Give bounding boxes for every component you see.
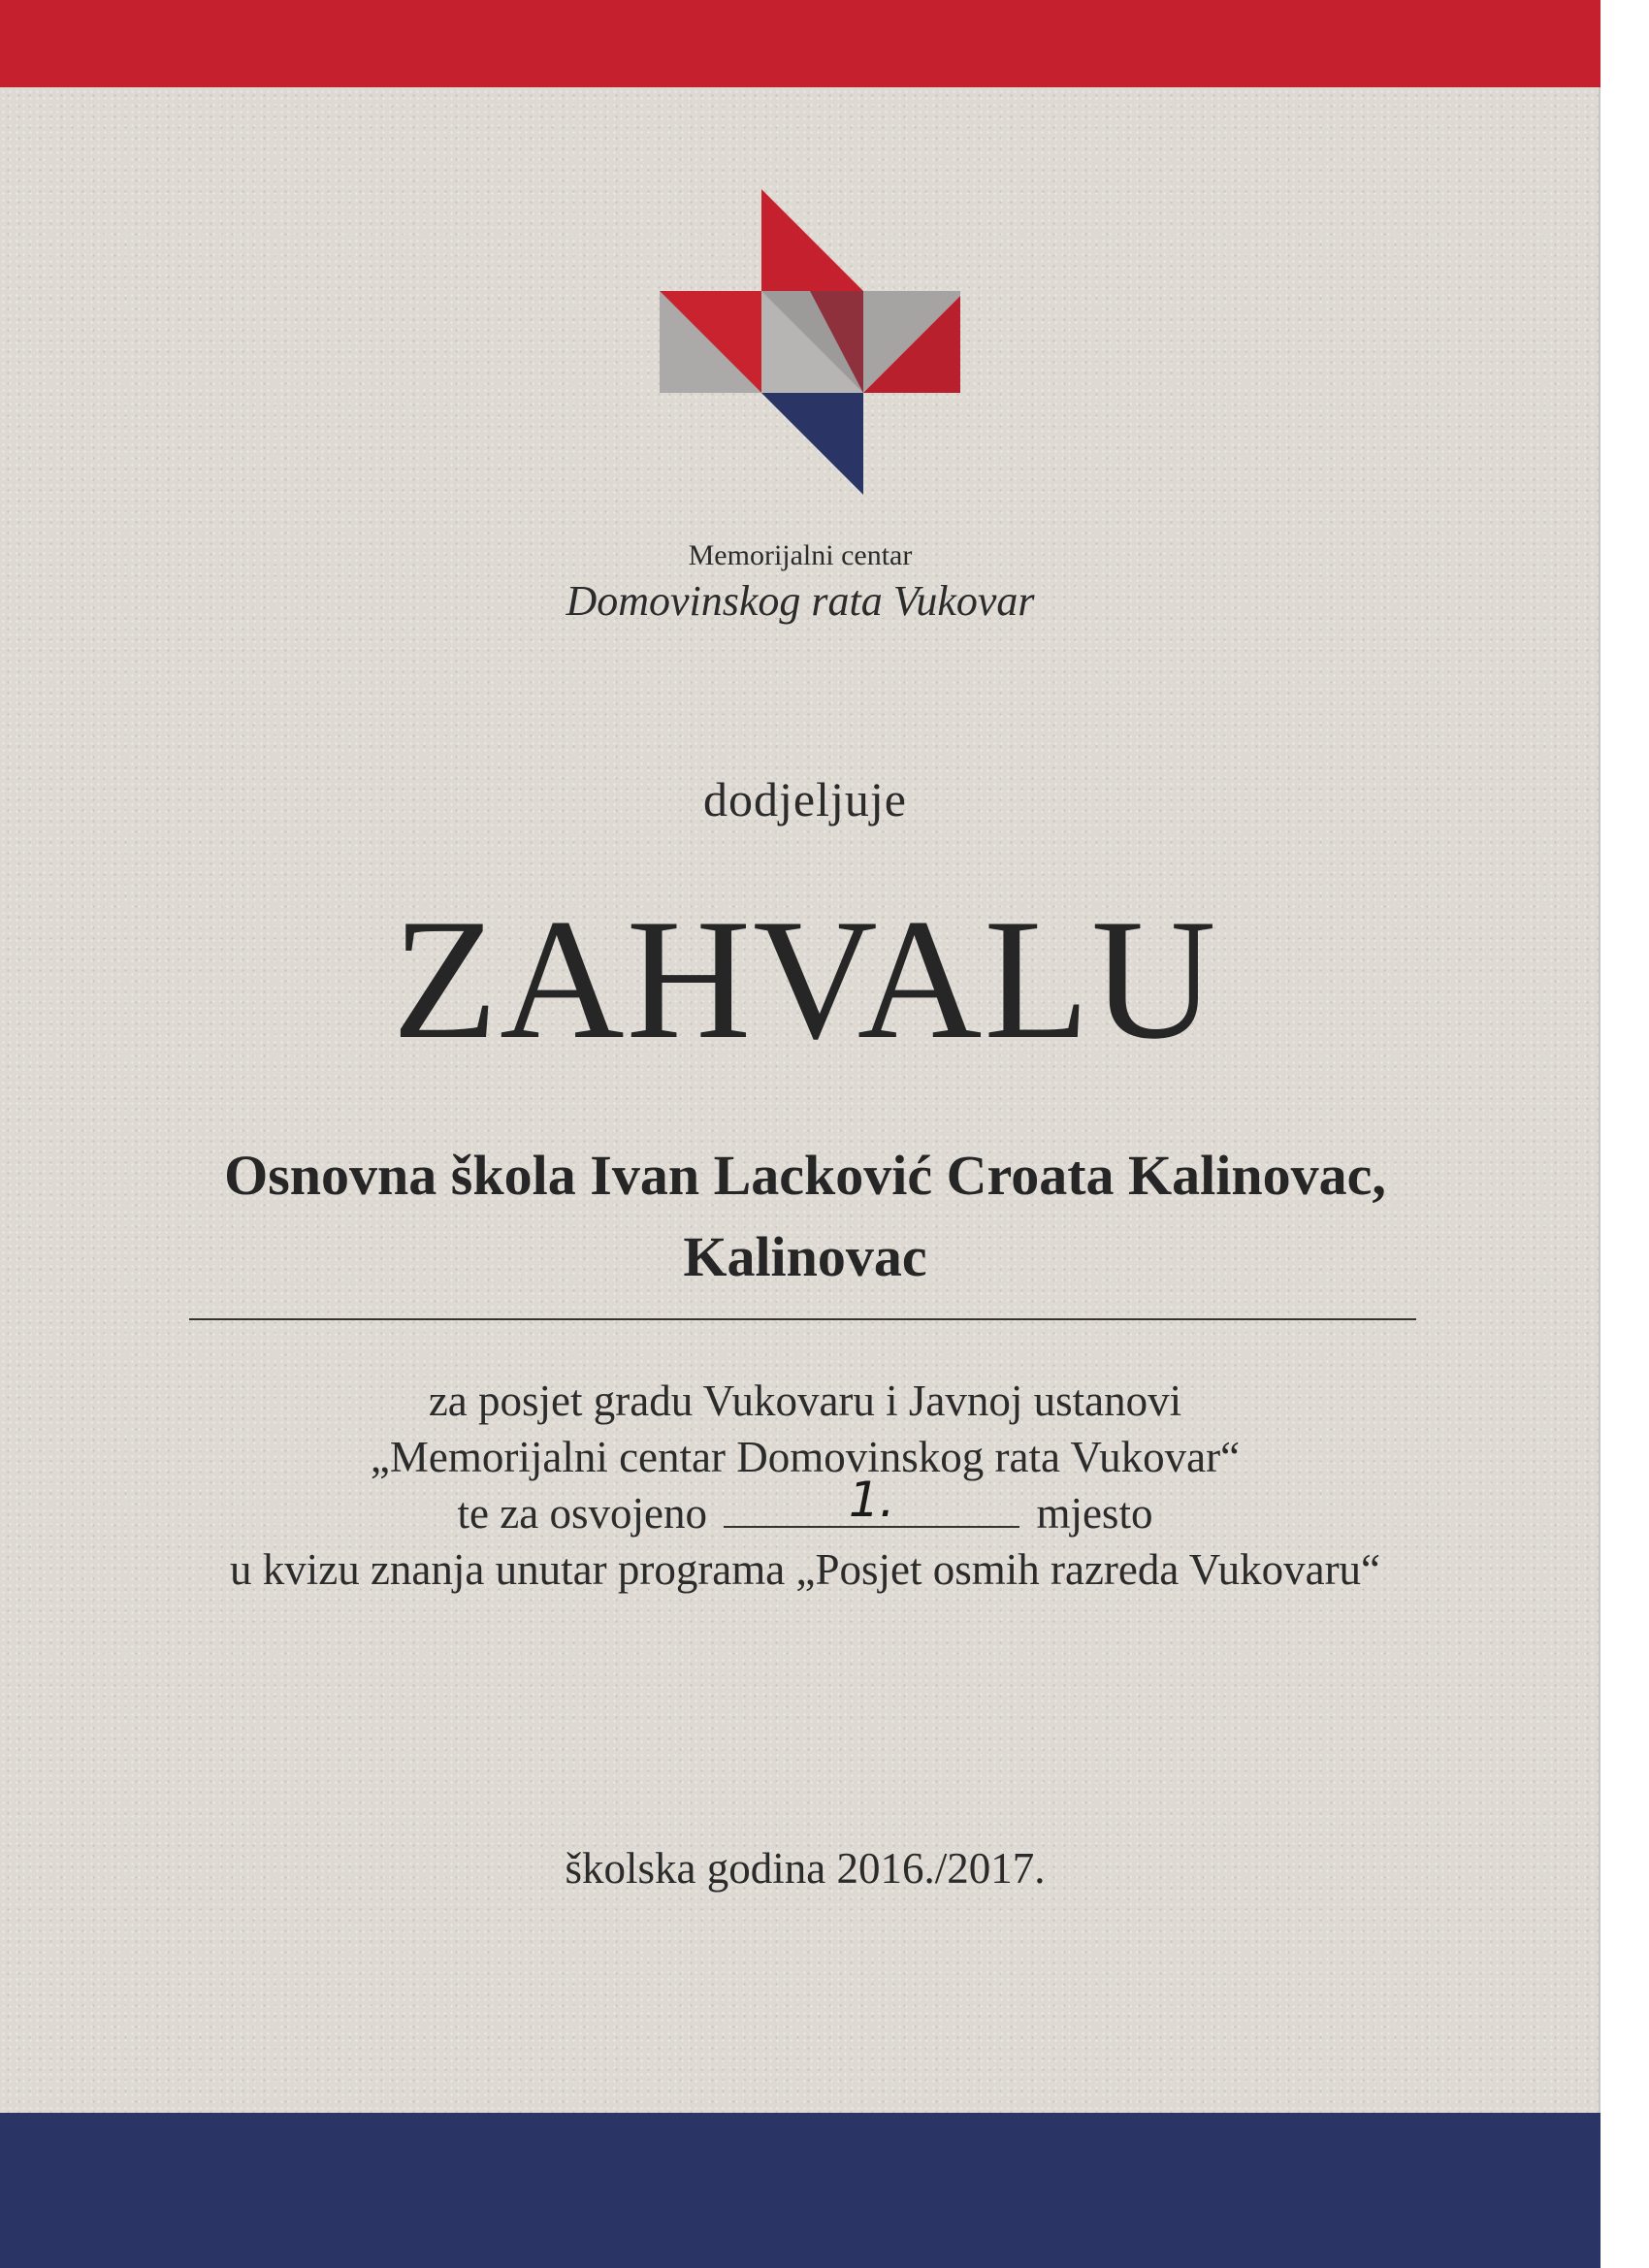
memorial-center-logo <box>650 189 960 500</box>
top-red-band <box>0 0 1600 87</box>
organization-name-line1: Memorijalni centar <box>688 539 913 571</box>
body-line2: „Memorijalni centar Domovinskog rata Vukovar“ <box>370 1433 1241 1481</box>
awards-label: dodjeljuje <box>703 772 907 826</box>
recipient-name <box>0 1135 1610 1298</box>
school-year: školska godina 2016./2017. <box>565 1844 1046 1893</box>
place-fill-line <box>724 1472 1019 1528</box>
certificate-body <box>0 1373 1610 1598</box>
recipient-underline <box>189 1318 1416 1320</box>
recipient-line1: Osnovna škola Ivan Lacković Croata Kalinovac, <box>224 1144 1386 1207</box>
place-handwritten-value: 1. <box>848 1472 895 1528</box>
bottom-navy-band <box>0 2113 1600 2268</box>
organization-name-line2: Domovinskog rata Vukovar <box>566 577 1035 625</box>
body-line1: za posjet gradu Vukovaru i Javnoj ustanovi <box>428 1377 1182 1425</box>
recipient-line2: Kalinovac <box>683 1225 927 1288</box>
scan-margin <box>1599 0 1649 2268</box>
body-line3-before: te za osvojeno <box>457 1489 707 1538</box>
body-line3 <box>0 1472 1610 1541</box>
certificate-title: ZAHVALU <box>392 883 1218 1075</box>
body-line3-after: mjesto <box>1036 1489 1153 1538</box>
body-line4: u kvizu znanja unutar programa „Posjet osmih razreda Vukovaru“ <box>229 1545 1381 1594</box>
